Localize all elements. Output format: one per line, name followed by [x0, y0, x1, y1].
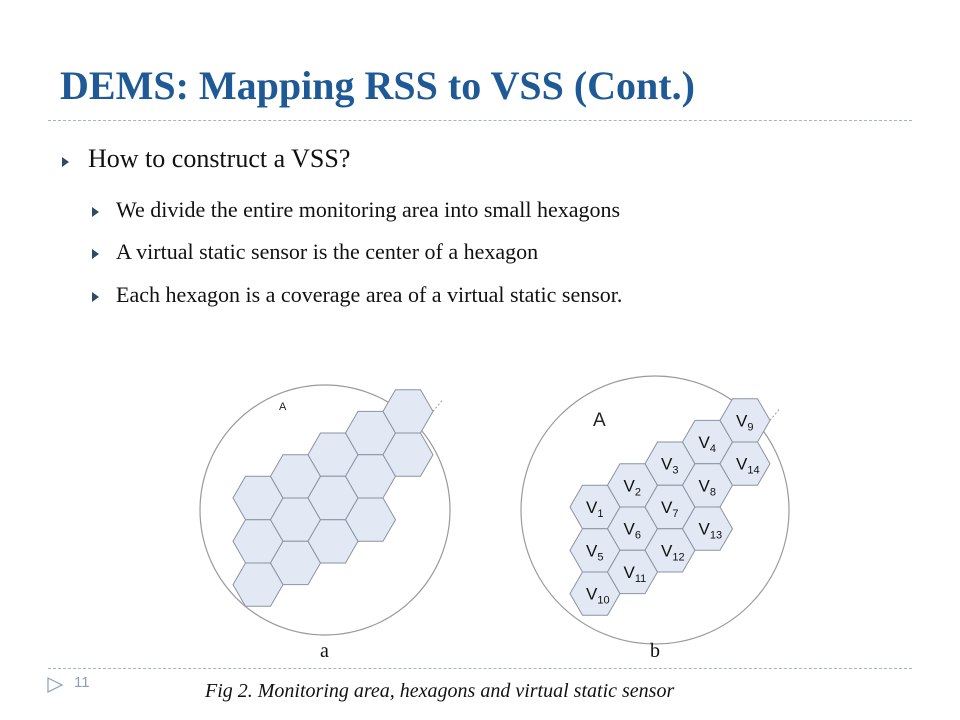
area-label-b: A	[593, 410, 606, 431]
figure-caption: Fig 2. Monitoring area, hexagons and virtual static sensor	[205, 680, 675, 702]
grid-extension-line	[770, 408, 780, 420]
sensor-label: $V_{12}$	[661, 541, 685, 564]
sensor-label: $V_7$	[661, 498, 679, 520]
sensor-label: $V_{14}$	[736, 454, 760, 477]
sensor-label: $V_8$	[698, 476, 716, 499]
sensor-label: $V_{13}$	[698, 519, 723, 542]
sensor-label: $V_9$	[736, 411, 754, 434]
panel-label-a: a	[320, 640, 329, 662]
panel-label-b: b	[650, 640, 660, 662]
sensor-label: $V_5$	[586, 541, 604, 564]
sensor-label: $V_{10}$	[586, 584, 610, 607]
slide-title: DEMS: Mapping RSS to VSS (Cont.)	[60, 63, 695, 108]
sensor-label: $V_3$	[661, 454, 679, 477]
hexagon-grid-a	[233, 390, 443, 607]
grid-extension-line	[433, 399, 443, 411]
bullet-item: How to construct a VSS?	[88, 144, 351, 173]
sensor-label: $V_2$	[623, 476, 641, 499]
sensor-label: $V_4$	[698, 433, 716, 455]
footer-triangle-icon	[46, 676, 66, 694]
page-number: 11	[74, 674, 90, 691]
footer-divider	[48, 668, 912, 669]
bullet-item: A virtual static sensor is the center of a hexagon	[116, 239, 539, 264]
sensor-label: $V_{11}$	[623, 563, 647, 585]
sensor-label: $V_6$	[623, 519, 641, 542]
bullet-item: We divide the entire monitoring area into small hexagons	[116, 197, 621, 222]
area-label-a: A	[279, 401, 287, 413]
hexagon-grid-b	[570, 399, 780, 616]
sensor-label: $V_1$	[586, 498, 604, 520]
bullet-item: Each hexagon is a coverage area of a virtual static sensor.	[116, 282, 623, 307]
